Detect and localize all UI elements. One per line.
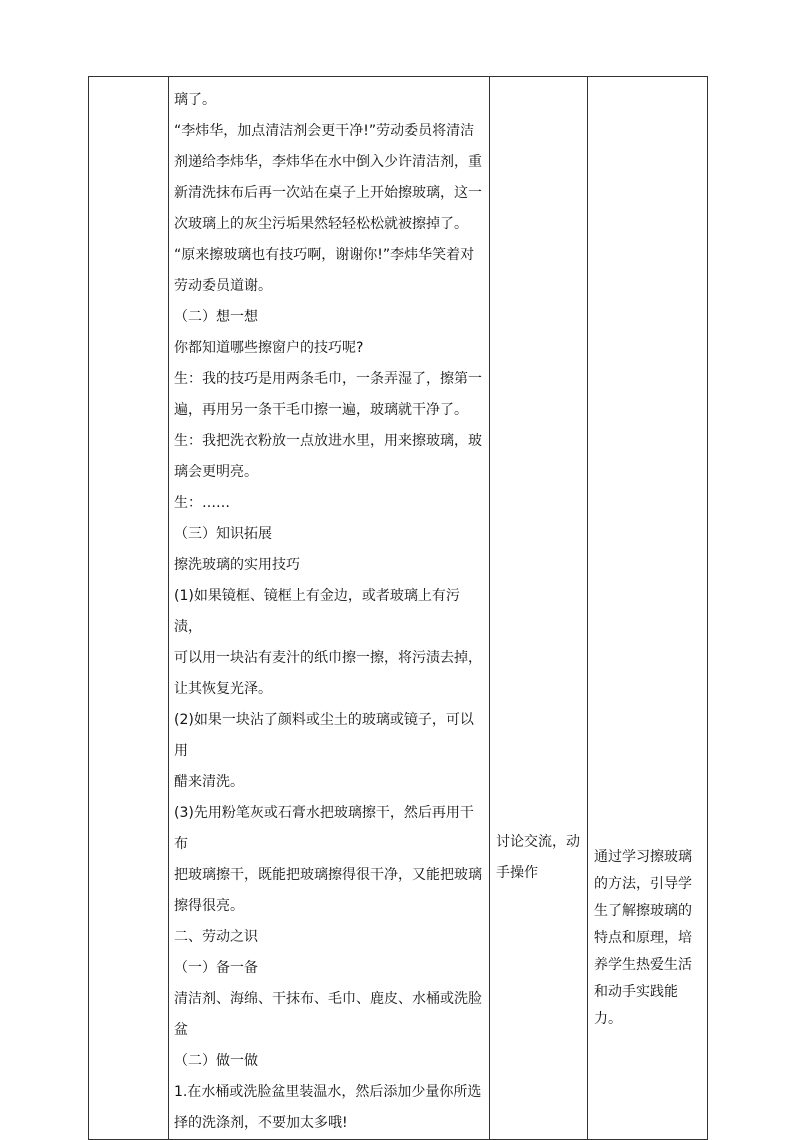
content-line: 让其恢复光泽。: [174, 681, 272, 697]
content-line: 生：我的技巧是用两条毛巾，一条弄湿了，擦第一: [174, 371, 482, 387]
content-line: 把玻璃擦干，既能把玻璃擦得很干净，又能把玻璃: [174, 867, 482, 883]
goal-line: 特点和原理，培: [594, 930, 692, 946]
content-line: “李炜华，加点清洁剂会更干净!”劳动委员将清洁: [174, 123, 475, 139]
design-intent-cell: [588, 77, 708, 1140]
content-line: 择的洗涤剂，不要加太多哦!: [174, 1115, 348, 1131]
content-line: (2)如果一块沾了颜料或尘土的玻璃或镜子，可以用: [174, 712, 474, 759]
lesson-plan-table: [88, 76, 708, 1140]
content-line: 1.在水桶或洗脸盆里装温水，然后添加少量你所选: [174, 1084, 482, 1100]
content-line: 二、劳动之识: [174, 929, 258, 945]
content-line: 劳动委员道谢。: [174, 278, 272, 294]
goal-line: 和动手实践能力。: [594, 984, 678, 1027]
content-line: 遍，再用另一条干毛巾擦一遍，玻璃就干净了。: [174, 402, 468, 418]
content-line: “原来擦玻璃也有技巧啊，谢谢你!”李炜华笑着对: [174, 247, 475, 263]
content-line: 生：我把洗衣粉放一点放进水里，用来擦玻璃，玻: [174, 433, 482, 449]
teaching-content: [169, 77, 489, 1139]
content-line: 生：……: [174, 495, 230, 511]
table-row: [89, 77, 708, 1140]
content-line: （三）知识拓展: [174, 526, 272, 542]
content-line: 剂递给李炜华，李炜华在水中倒入少许清洁剂，重: [174, 154, 482, 170]
content-line: 擦得很亮。: [174, 898, 244, 914]
content-line: （二）想一想: [174, 309, 258, 325]
content-line: （二）做一做: [174, 1053, 258, 1069]
content-line: 擦洗玻璃的实用技巧: [174, 557, 300, 573]
goal-line: 养学生热爱生活: [594, 957, 692, 973]
goal-line: 通过学习擦玻璃: [594, 849, 692, 865]
content-line: 盆: [174, 1022, 188, 1038]
content-line: 醋来清洗。: [174, 774, 244, 790]
content-line: (3)先用粉笔灰或石膏水把玻璃擦干，然后再用干布: [174, 805, 474, 852]
activity-line: 手操作: [496, 865, 538, 881]
content-line: 新清洗抹布后再一次站在桌子上开始擦玻璃，这一: [174, 185, 482, 201]
design-intent: [588, 77, 707, 1033]
content-line: 璃会更明亮。: [174, 464, 258, 480]
teaching-content-cell: [169, 77, 490, 1140]
content-line: 璃了。: [174, 92, 216, 108]
content-line: 可以用一块沾有麦汁的纸巾擦一擦，将污渍去掉，: [174, 650, 482, 666]
content-line: 你都知道哪些擦窗户的技巧呢?: [174, 340, 364, 356]
goal-line: 的方法，引导学: [594, 876, 692, 892]
content-line: (1)如果镜框、镜框上有金边，或者玻璃上有污渍，: [174, 588, 460, 635]
stage-cell: [89, 77, 169, 1140]
content-line: （一）备一备: [174, 960, 258, 976]
student-activity-cell: [490, 77, 588, 1140]
content-line: 次玻璃上的灰尘污垢果然轻轻松松就被擦掉了。: [174, 216, 468, 232]
goal-line: 生了解擦玻璃的: [594, 903, 692, 919]
student-activity: [490, 77, 587, 889]
content-line: 清洁剂、海绵、干抹布、毛巾、鹿皮、水桶或洗脸: [174, 991, 482, 1007]
activity-line: 讨论交流，动: [496, 834, 580, 850]
